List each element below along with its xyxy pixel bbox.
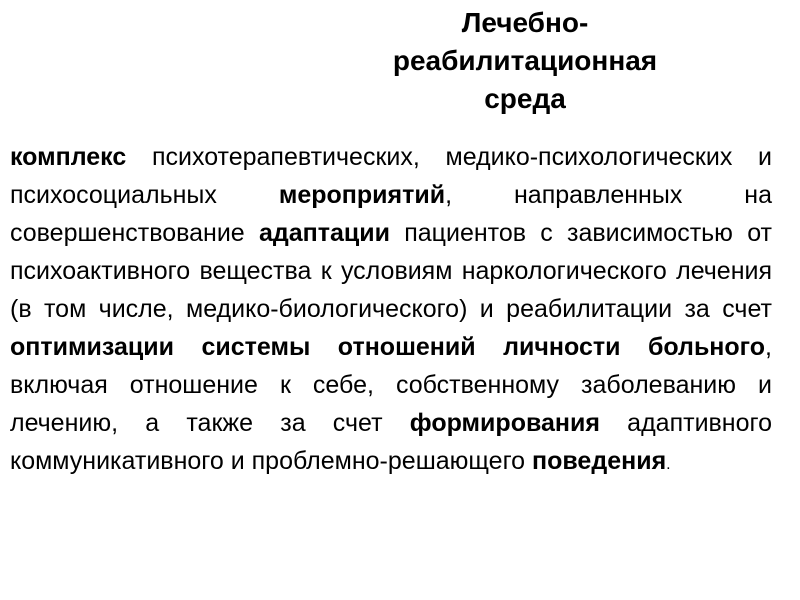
term-adaptatsii: адаптации [258, 219, 390, 247]
term-meropriyatiy: мероприятий [278, 181, 446, 209]
term-optimizatsii: оптимизации системы отношений личности больного [10, 333, 766, 361]
slide-title-line-1: Лечебно- [461, 7, 589, 38]
definition-paragraph [10, 138, 772, 484]
slide-title [330, 4, 720, 118]
slide-title-line-2: реабилитационная [392, 45, 658, 76]
definition-text-1: психотерапевтических, медико-психологических и психосоциальных [10, 143, 772, 209]
term-formirovaniya: формирования [409, 409, 600, 437]
term-kompleks: комплекс [10, 143, 127, 171]
definition-text-5: адаптивного коммуникативного и проблемно-решающего [10, 409, 772, 475]
definition-text-2: , направленных на совершенствование [10, 181, 772, 247]
term-povedeniya: поведения [532, 447, 667, 475]
slide-title-line-3: среда [484, 83, 566, 114]
definition-text-4: , включая отношение к себе, собственному заболеванию и лечению, а также за счет [10, 333, 772, 437]
definition-text-3: пациентов с зависимостью от психоактивного вещества к условиям наркологического лечения (в том числе, медико-биологического) и реабилитации за счет [10, 219, 772, 323]
definition-end-period: . [666, 456, 671, 473]
